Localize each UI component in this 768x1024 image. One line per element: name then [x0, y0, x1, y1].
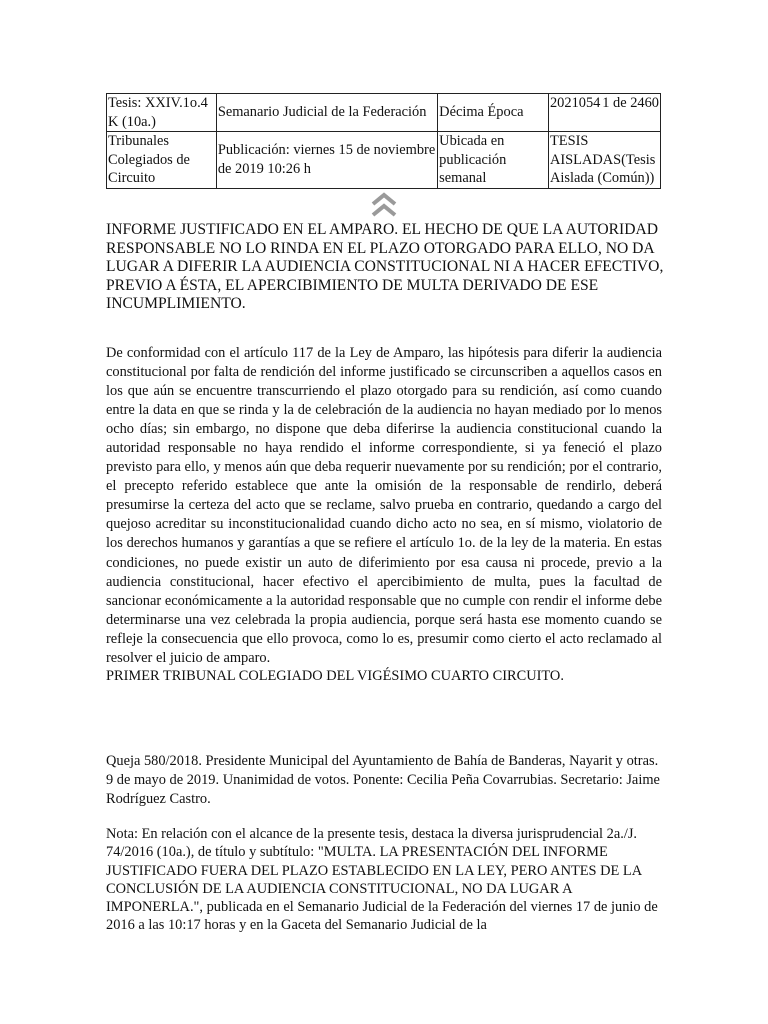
epoch-label: Décima Época	[438, 94, 549, 132]
source-label: Semanario Judicial de la Federación	[216, 94, 437, 132]
note-text: Nota: En relación con el alcance de la presente tesis, destaca la diversa jurisprudencial 2a./J. 74/2016 (10a.), de título y subtítulo: "MULTA. LA PRESENTACIÓN DEL INFORME JUSTIFICADO FUERA DEL PLAZO ESTABLECIDO EN LA LEY, PERO ANTES DE LA CONCLUSIÓN DE LA AUDIENCIA CONSTITUCIONAL, NO DA LUGAR A IMPONERLA.", publicada en el Semanario Judicial de la Federación del viernes 17 de junio de 2016 a las 10:17 horas y en la Gaceta del Semanario Judicial de la	[106, 826, 658, 934]
tesis-type: TESIS AISLADAS(Tesis Aislada (Común))	[548, 132, 660, 189]
header-row-2	[107, 132, 661, 189]
issuing-court: PRIMER TRIBUNAL COLEGIADO DEL VIGÉSIMO CUARTO CIRCUITO.	[106, 668, 564, 684]
header-row-1	[107, 94, 661, 132]
thesis-body: De conformidad con el artículo 117 de la Ley de Amparo, las hipótesis para diferir la audiencia constitucional por falta de rendición del informe justificado se circunscriben a aquellos casos en los que aún se encuentre transcurriendo el plazo otorgado para su rendición, así como cuando entre la data en que se rinda y la de celebración de la audiencia no hayan mediado por lo menos ocho días; sin embargo, no dispone que deba diferirse la audiencia constitucional cuando la autoridad responsable no haya rendido el informe correspondiente, si ya feneció el plazo previsto para ello, y menos aún que deba requerir nuevamente por su rendición; por el contrario, el precepto referido establece que ante la omisión de la responsable de rendirlo, deberá presumirse la certeza del acto que se reclame, salvo prueba en contrario, quedando a cargo del quejoso acreditar su inconstitucionalidad cuando dicho acto no sea, en sí mismo, violatorio de los derechos humanos y garantías a que se refiere el artículo 1o. de la ley de la materia. En estas condiciones, no puede existir un auto de diferimiento por esa causa ni procede, previo a la audiencia constitucional, hacer efectivo el apercibimiento de multa, pues la facultad de sancionar económicamente a la autoridad responsable que no cumple con rendir el informe debe determinarse una vez celebrada la propia audiencia, porque será hasta ese momento cuando se refleje la consecuencia que ello provoca, como lo es, presumir como cierto el acto reclamado al resolver el juicio de amparo.	[106, 345, 662, 666]
thesis-header-table	[106, 93, 661, 189]
tesis-label: Tesis: XXIV.1o.4 K (10a.)	[107, 94, 217, 132]
double-chevron-up-icon[interactable]	[370, 192, 398, 218]
court-type: Tribunales Colegiados de Circuito	[107, 132, 217, 189]
publication-date: Publicación: viernes 15 de noviembre de 2019 10:26 h	[216, 132, 437, 189]
thesis-title: INFORME JUSTIFICADO EN EL AMPARO. EL HECHO DE QUE LA AUTORIDAD RESPONSABLE NO LO RINDA EN EL PLAZO OTORGADO PARA ELLO, NO DA LUGAR A DIFERIR LA AUDIENCIA CONSTITUCIONAL NI A HACER EFECTIVO, PREVIO A ÉSTA, EL APERCIBIMIENTO DE MULTA DERIVADO DE ESE INCUMPLIMIENTO.	[106, 221, 664, 313]
registry-number: 2021054	[549, 95, 601, 111]
precedent-text: Queja 580/2018. Presidente Municipal del Ayuntamiento de Bahía de Banderas, Nayarit y otras. 9 de mayo de 2019. Unanimidad de votos. Ponente: Cecilia Peña Covarrubias. Secretario: Jaime Rodríguez Castro.	[106, 753, 660, 807]
publication-location: Ubicada en publicación semanal	[438, 132, 549, 189]
page-count: 1 de 2460	[602, 95, 659, 111]
registry-cell	[548, 94, 660, 132]
